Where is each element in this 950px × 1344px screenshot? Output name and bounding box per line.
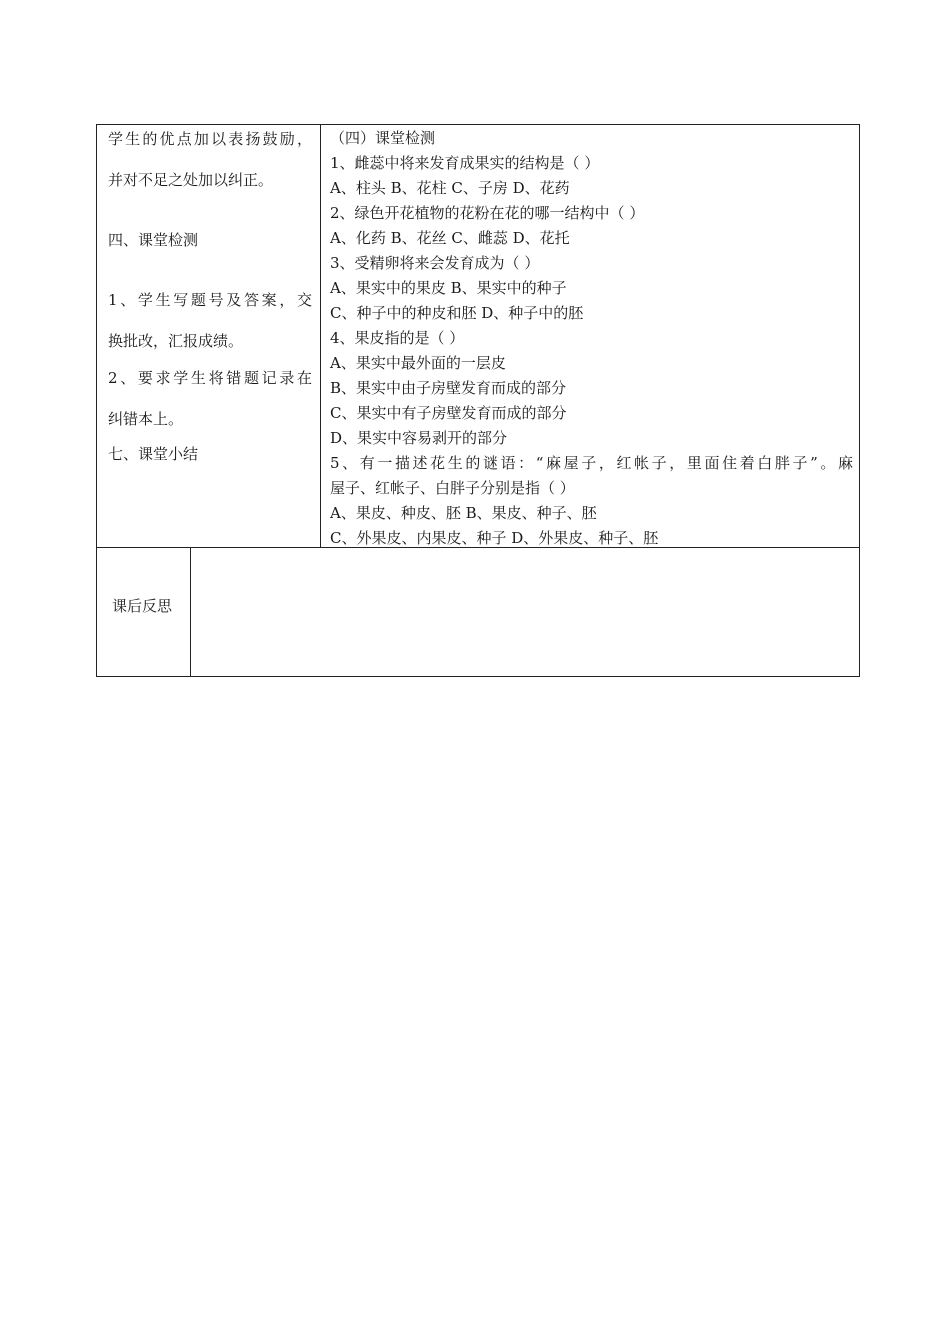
answer-option: D、果实中容易剥开的部分 (330, 429, 508, 447)
answer-options: A、柱头 B、花柱 C、子房 D、花药 (330, 179, 570, 197)
question-text: 4、果皮指的是（ ） (330, 329, 465, 347)
teaching-process-cell (97, 125, 321, 547)
question-text: 屋子、红帐子、白胖子分别是指（ ） (330, 479, 575, 497)
answer-option: B、果实中由子房壁发育而成的部分 (330, 379, 567, 397)
table-row (97, 548, 859, 676)
question-text: 5、有一描述花生的谜语：“麻屋子，红帐子，里面住着白胖子”。麻 (330, 454, 853, 472)
question-text: 3、受精卵将来会发育成为（ ） (330, 254, 540, 272)
section-heading: 七、课堂小结 (108, 445, 199, 463)
answer-options: A、果皮、种皮、胚 B、果皮、种子、胚 (330, 504, 597, 522)
reflection-label: 课后反思 (112, 597, 173, 615)
reflection-label-cell (97, 548, 191, 676)
left-line: 学生的优点加以表扬鼓励， (108, 130, 312, 148)
lesson-plan-table (96, 124, 860, 677)
answer-option: A、果实中最外面的一层皮 (330, 354, 506, 372)
left-line: 2、要求学生将错题记录在 (108, 369, 312, 387)
answer-option: C、果实中有子房壁发育而成的部分 (330, 404, 567, 422)
question-text: 2、绿色开花植物的花粉在花的哪一结构中（ ） (330, 204, 645, 222)
left-line: 并对不足之处加以纠正。 (108, 171, 274, 189)
answer-options: C、外果皮、内果皮、种子 D、外果皮、种子、胚 (330, 529, 659, 547)
table-row (97, 125, 859, 548)
section-heading: （四）课堂检测 (330, 129, 436, 147)
classroom-test-cell (321, 125, 859, 547)
answer-options: C、种子中的种皮和胚 D、种子中的胚 (330, 304, 584, 322)
question-text: 1、雌蕊中将来发育成果实的结构是（ ） (330, 154, 600, 172)
left-line: 换批改，汇报成绩。 (108, 332, 244, 350)
answer-options: A、果实中的果皮 B、果实中的种子 (330, 279, 567, 297)
section-heading: 四、课堂检测 (108, 231, 199, 249)
left-line: 纠错本上。 (108, 410, 184, 428)
reflection-content-cell (191, 548, 859, 676)
answer-options: A、化药 B、花丝 C、雌蕊 D、花托 (330, 229, 570, 247)
left-line: 1、学生写题号及答案，交 (108, 291, 312, 309)
